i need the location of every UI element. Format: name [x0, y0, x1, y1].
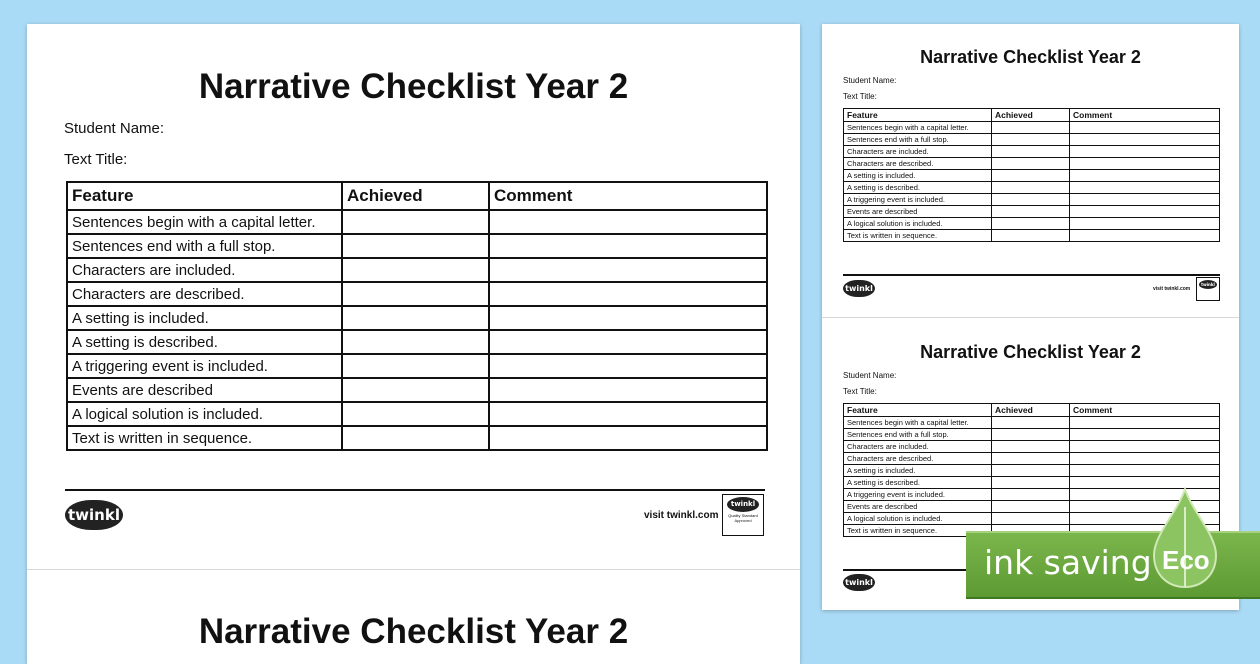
table-row [67, 354, 767, 378]
column-header: Comment [1070, 109, 1220, 122]
worksheet-title: Narrative Checklist Year 2 [920, 47, 1141, 67]
achieved-cell [992, 182, 1070, 194]
column-header: Achieved [992, 109, 1070, 122]
column-header: Comment [1070, 404, 1220, 417]
achieved-cell [992, 453, 1070, 465]
table-row [844, 429, 1220, 441]
feature-cell: Characters are described. [67, 282, 342, 306]
feature-cell: Sentences begin with a capital letter. [67, 210, 342, 234]
comment-cell [489, 330, 767, 354]
achieved-cell [992, 501, 1070, 513]
table-row [67, 210, 767, 234]
ink-saving-label: ink saving [984, 543, 1152, 582]
comment-cell [489, 306, 767, 330]
student-name-label: Student Name: [64, 120, 165, 137]
achieved-cell [342, 426, 489, 450]
feature-cell: A logical solution is included. [67, 402, 342, 426]
table-row [844, 453, 1220, 465]
comment-cell [1070, 122, 1220, 134]
column-header: Achieved [342, 182, 489, 210]
achieved-cell [992, 206, 1070, 218]
table-row [844, 158, 1220, 170]
achieved-cell [992, 417, 1070, 429]
badge-logo: twinkl [727, 497, 759, 512]
achieved-cell [992, 218, 1070, 230]
sheet-divider [822, 317, 1239, 318]
comment-cell [1070, 441, 1220, 453]
table-row [67, 402, 767, 426]
table-row [67, 234, 767, 258]
twinkl-logo: twinkl [843, 280, 875, 297]
quality-badge-icon [1196, 277, 1220, 301]
table-row [844, 206, 1220, 218]
comment-cell [489, 234, 767, 258]
achieved-cell [992, 134, 1070, 146]
column-header: Feature [67, 182, 342, 210]
comment-cell [489, 210, 767, 234]
feature-cell: Events are described [844, 206, 992, 218]
comment-cell [1070, 182, 1220, 194]
table-header-row [67, 182, 767, 210]
comment-cell [489, 378, 767, 402]
footer-rule [843, 274, 1220, 276]
comment-cell [489, 426, 767, 450]
comment-cell [489, 402, 767, 426]
comment-cell [1070, 158, 1220, 170]
achieved-cell [992, 194, 1070, 206]
eco-badge-label: Eco [1162, 545, 1210, 575]
comment-cell [1070, 453, 1220, 465]
comment-cell [1070, 429, 1220, 441]
feature-cell: Sentences end with a full stop. [67, 234, 342, 258]
feature-cell: Sentences begin with a capital letter. [844, 417, 992, 429]
feature-cell: A triggering event is included. [67, 354, 342, 378]
feature-cell: A setting is described. [844, 182, 992, 194]
table-row [67, 258, 767, 282]
worksheet-title: Narrative Checklist Year 2 [198, 67, 629, 106]
worksheet-large [27, 24, 800, 664]
feature-cell: A triggering event is included. [844, 489, 992, 501]
text-title-label: Text Title: [64, 151, 128, 168]
feature-cell: Characters are described. [844, 158, 992, 170]
table-row [844, 134, 1220, 146]
comment-cell [1070, 465, 1220, 477]
student-name-label: Student Name: [843, 371, 897, 380]
feature-cell: Sentences end with a full stop. [844, 134, 992, 146]
achieved-cell [992, 122, 1070, 134]
table-row [844, 465, 1220, 477]
quality-badge-icon [722, 494, 764, 536]
table-header-row [844, 109, 1220, 122]
achieved-cell [342, 402, 489, 426]
comment-cell [1070, 417, 1220, 429]
table-row [67, 282, 767, 306]
comment-cell [1070, 134, 1220, 146]
column-header: Achieved [992, 404, 1070, 417]
achieved-cell [342, 210, 489, 234]
achieved-cell [992, 513, 1070, 525]
feature-cell: A logical solution is included. [844, 218, 992, 230]
feature-cell: Characters are included. [844, 441, 992, 453]
achieved-cell [992, 429, 1070, 441]
table-row [844, 194, 1220, 206]
twinkl-logo: twinkl [65, 500, 123, 530]
achieved-cell [342, 234, 489, 258]
worksheet-title-repeat: Narrative Checklist Year 2 [198, 612, 629, 651]
comment-cell [489, 258, 767, 282]
feature-cell: Events are described [67, 378, 342, 402]
table-row [844, 441, 1220, 453]
checklist-table [843, 108, 1220, 242]
achieved-cell [342, 330, 489, 354]
feature-cell: Text is written in sequence. [67, 426, 342, 450]
column-header: Feature [844, 109, 992, 122]
feature-cell: Characters are included. [844, 146, 992, 158]
badge-text: Quality Standard Approved [728, 513, 758, 523]
comment-cell [1070, 146, 1220, 158]
text-title-label: Text Title: [843, 92, 877, 101]
comment-cell [1070, 230, 1220, 242]
footer-rule [65, 489, 765, 491]
table-row [844, 170, 1220, 182]
feature-cell: A triggering event is included. [844, 194, 992, 206]
sheet-divider [27, 569, 800, 570]
table-row [844, 417, 1220, 429]
comment-cell [1070, 170, 1220, 182]
feature-cell: A logical solution is included. [844, 513, 992, 525]
comment-cell [1070, 218, 1220, 230]
table-row [844, 146, 1220, 158]
table-row [67, 378, 767, 402]
table-row [67, 330, 767, 354]
feature-cell: Sentences end with a full stop. [844, 429, 992, 441]
feature-cell: Text is written in sequence. [844, 230, 992, 242]
text-title-label: Text Title: [843, 387, 877, 396]
achieved-cell [342, 258, 489, 282]
achieved-cell [992, 146, 1070, 158]
table-row [67, 426, 767, 450]
table-row [844, 230, 1220, 242]
feature-cell: A setting is included. [67, 306, 342, 330]
comment-cell [1070, 206, 1220, 218]
achieved-cell [992, 158, 1070, 170]
worksheet-title: Narrative Checklist Year 2 [920, 342, 1141, 362]
visit-link: visit twinkl.com [644, 510, 719, 521]
achieved-cell [992, 477, 1070, 489]
feature-cell: Events are described [844, 501, 992, 513]
table-row [844, 122, 1220, 134]
feature-cell: A setting is described. [844, 477, 992, 489]
badge-logo: twinkl [1199, 280, 1217, 289]
feature-cell: A setting is included. [844, 465, 992, 477]
checklist-table [66, 181, 768, 451]
achieved-cell [342, 354, 489, 378]
achieved-cell [992, 465, 1070, 477]
comment-cell [489, 354, 767, 378]
table-row [844, 182, 1220, 194]
column-header: Comment [489, 182, 767, 210]
feature-cell: A setting is described. [67, 330, 342, 354]
feature-cell: Characters are included. [67, 258, 342, 282]
feature-cell: Text is written in sequence. [844, 525, 992, 537]
achieved-cell [992, 441, 1070, 453]
table-header-row [844, 404, 1220, 417]
achieved-cell [342, 378, 489, 402]
table-row [67, 306, 767, 330]
achieved-cell [342, 306, 489, 330]
comment-cell [489, 282, 767, 306]
comment-cell [1070, 194, 1220, 206]
achieved-cell [992, 170, 1070, 182]
feature-cell: Sentences begin with a capital letter. [844, 122, 992, 134]
achieved-cell [342, 282, 489, 306]
feature-cell: Characters are described. [844, 453, 992, 465]
student-name-label: Student Name: [843, 76, 897, 85]
table-row [844, 218, 1220, 230]
feature-cell: A setting is included. [844, 170, 992, 182]
twinkl-logo: twinkl [843, 574, 875, 591]
column-header: Feature [844, 404, 992, 417]
achieved-cell [992, 489, 1070, 501]
visit-link: visit twinkl.com [1153, 286, 1191, 292]
achieved-cell [992, 230, 1070, 242]
